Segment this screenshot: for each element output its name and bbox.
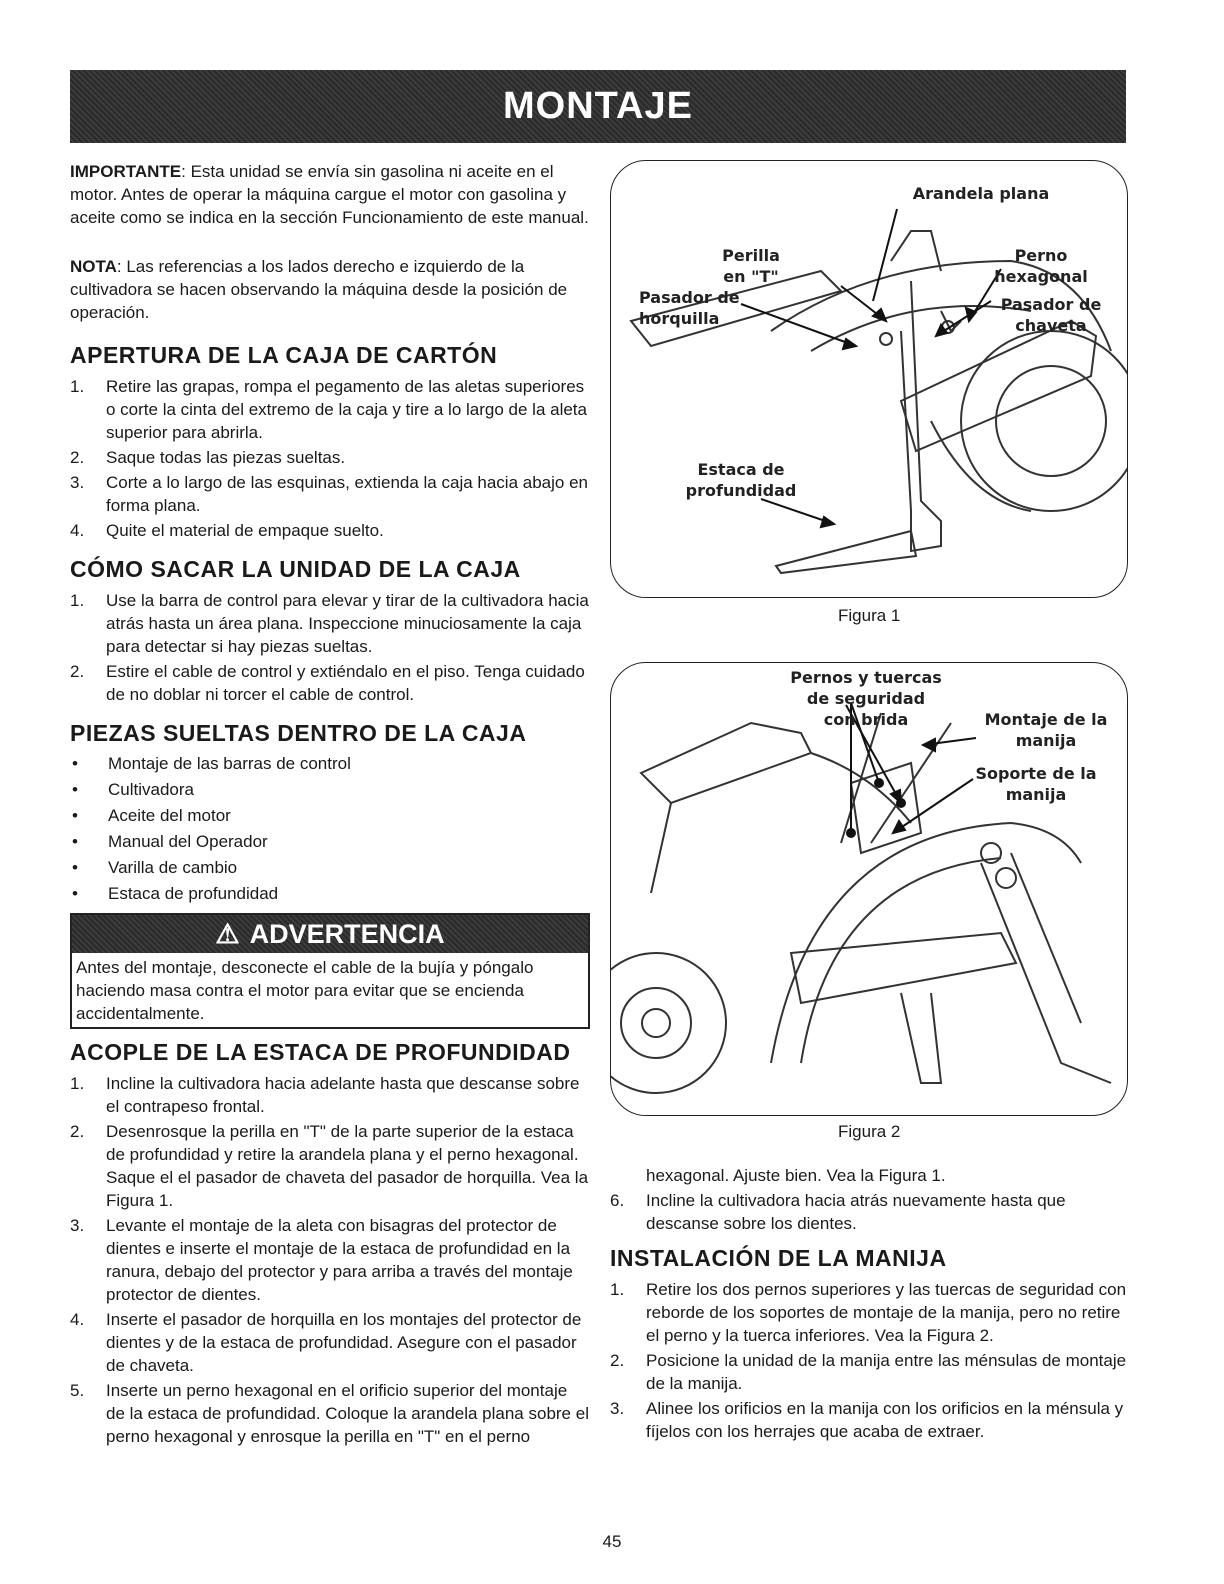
item-number: 5. — [70, 1381, 85, 1400]
label-perno-hexagonal: Perno hexagonal — [994, 246, 1088, 286]
section-title: MONTAJE — [503, 85, 693, 127]
apertura-heading: APERTURA DE LA CAJA DE CARTÓN — [70, 342, 498, 368]
item-number: 3. — [70, 473, 85, 492]
item-text: Alinee los orificios en la manija con los orificios en la ménsula y fíjelos con los herrajes que acaba de extraer. — [646, 1399, 1124, 1441]
item-number: 1. — [70, 591, 85, 610]
item-text: Posicione la unidad de la manija entre las ménsulas de montaje de la manija. — [646, 1351, 1127, 1393]
label-pasador-de-chaveta: Pasador de chaveta — [1000, 295, 1102, 335]
item-text: Estaca de profundidad — [108, 884, 279, 903]
label-montaje-de-la-manija: Montaje de la manija — [984, 710, 1108, 750]
item-text: Retire los dos pernos superiores y las tuercas de seguridad con reborde de los soportes de montaje de la manija, pero no retire el perno y la tuerca inferiores. Vea la Figura 2. — [646, 1280, 1127, 1345]
list-item — [70, 777, 590, 803]
bullet: • — [72, 884, 78, 903]
list-item — [70, 829, 590, 855]
item-number: 4. — [70, 521, 85, 540]
item-text: Saque todas las piezas sueltas. — [106, 448, 346, 467]
item-number: 1. — [70, 1074, 85, 1093]
item-number: 1. — [610, 1280, 625, 1299]
acople-heading: ACOPLE DE LA ESTACA DE PROFUNDIDAD — [70, 1039, 571, 1065]
sacar-heading: CÓMO SACAR LA UNIDAD DE LA CAJA — [70, 556, 521, 582]
item-text: Estire el cable de control y extiéndalo en el piso. Tenga cuidado de no doblar ni torcer el cable de control. — [106, 662, 585, 704]
acople-list-continued — [610, 1189, 1130, 1235]
left-column — [70, 160, 590, 1450]
item-number: 2. — [70, 1122, 85, 1141]
warning-header — [72, 915, 588, 953]
list-item — [70, 803, 590, 829]
item-text: Inserte el pasador de horquilla en los montajes del protector de dientes y de la estaca de profundidad. Asegure con el pasador de chaveta. — [106, 1310, 582, 1375]
bullet: • — [72, 858, 78, 877]
item-text: Montaje de las barras de control — [108, 754, 351, 773]
label-perilla-en-t: Perilla en "T" — [722, 246, 780, 286]
item-number: 1. — [70, 377, 85, 396]
label-pernos-y-tuercas: Pernos y tuercas de seguridad con brida — [790, 668, 942, 729]
item-text: Incline la cultivadora hacia adelante hasta que descanse sobre el contrapeso frontal. — [106, 1074, 580, 1116]
manija-list — [610, 1278, 1130, 1443]
list-item — [70, 1120, 590, 1212]
item-text: Use la barra de control para elevar y tirar de la cultivadora hacia atrás hasta un área plana. Inspeccione minuciosamente la caja para detectar si hay piezas sueltas. — [106, 591, 589, 656]
list-item — [610, 1189, 1130, 1235]
sacar-list — [70, 589, 590, 706]
nota-text: : Las referencias a los lados derecho e izquierdo de la cultivadora se hacen observando la máquina desde la posición de operación. — [70, 257, 568, 322]
figure-1-caption: Figura 1 — [838, 606, 901, 625]
item-text: Levante el montaje de la aleta con bisagras del protector de dientes e inserte el montaje de la estaca de profundidad en la ranura, debajo del protector y para arriba a través del montaje protector de dientes. — [106, 1216, 573, 1304]
list-item — [610, 1278, 1130, 1347]
right-column-text — [610, 1164, 1130, 1445]
item-number: 2. — [610, 1351, 625, 1370]
item-text: Retire las grapas, rompa el pegamento de las aletas superiores o corte la cinta del extremo de la caja y tire a lo largo de la aleta superior para abrirla. — [106, 377, 587, 442]
list-item — [70, 751, 590, 777]
label-estaca-de-profundidad: Estaca de profundidad — [685, 460, 797, 500]
warning-triangle-icon: ⚠ — [215, 918, 240, 949]
list-item — [70, 471, 590, 517]
list-item — [610, 1397, 1130, 1443]
page-number: 45 — [602, 1532, 622, 1551]
list-item — [70, 881, 590, 907]
nota-paragraph — [70, 255, 590, 324]
apertura-list — [70, 375, 590, 542]
list-item — [70, 1379, 590, 1448]
item-text: Varilla de cambio — [108, 858, 238, 877]
figure-2 — [610, 662, 1128, 1116]
bullet: • — [72, 754, 78, 773]
piezas-list — [70, 751, 590, 907]
label-pasador-de-horquilla: Pasador de horquilla — [639, 288, 740, 328]
item-text: Inserte un perno hexagonal en el orificio superior del montaje de la estaca de profundidad. Coloque la arandela plana sobre el perno hexagonal y enrosque la perilla en "T" en el perno — [106, 1381, 589, 1446]
label-soporte-de-la-manija: Soporte de la manija — [975, 764, 1097, 804]
section-banner — [70, 70, 1126, 143]
importante-label: IMPORTANTE — [70, 162, 182, 181]
item-number: 2. — [70, 448, 85, 467]
item-text: Cultivadora — [108, 780, 194, 799]
item-text: Corte a lo largo de las esquinas, extienda la caja hacia abajo en forma plana. — [106, 473, 588, 515]
item-number: 3. — [70, 1216, 85, 1235]
item-text: Manual del Operador — [108, 832, 268, 851]
bullet: • — [72, 832, 78, 851]
warning-text: Antes del montaje, desconecte el cable de la bujía y póngalo haciendo masa contra el motor para evitar que se encienda accidentalmente. — [76, 958, 534, 1023]
list-item — [70, 1214, 590, 1306]
bullet: • — [72, 806, 78, 825]
list-item — [70, 375, 590, 444]
list-item — [70, 1072, 590, 1118]
list-item — [70, 446, 590, 469]
importante-paragraph — [70, 160, 590, 229]
list-item — [610, 1349, 1130, 1395]
warning-box — [70, 913, 590, 1029]
importante-text: : Esta unidad se envía sin gasolina ni aceite en el motor. Antes de operar la máquina cargue el motor con gasolina y aceite como se indica en la sección Funcionamiento de este manual. — [70, 162, 589, 227]
piezas-heading: PIEZAS SUELTAS DENTRO DE LA CAJA — [70, 720, 527, 746]
item-number: 2. — [70, 662, 85, 681]
list-item — [70, 660, 590, 706]
acople-list — [70, 1072, 590, 1448]
item-text: Incline la cultivadora hacia atrás nuevamente hasta que descanse sobre los dientes. — [646, 1191, 1066, 1233]
warning-title: ADVERTENCIA — [249, 918, 445, 949]
bullet: • — [72, 780, 78, 799]
item-number: 4. — [70, 1310, 85, 1329]
label-arandela-plana: Arandela plana — [912, 184, 1050, 203]
item-text: Quite el material de empaque suelto. — [106, 521, 384, 540]
tiller-depth-stake-illustration — [611, 161, 1127, 597]
figure-2-caption: Figura 2 — [838, 1122, 901, 1141]
manija-heading: INSTALACIÓN DE LA MANIJA — [610, 1245, 947, 1271]
list-item — [70, 1308, 590, 1377]
item-text: Aceite del motor — [108, 806, 231, 825]
acople-continued-text: hexagonal. Ajuste bien. Vea la Figura 1. — [646, 1166, 946, 1185]
list-item — [70, 519, 590, 542]
list-item — [70, 589, 590, 658]
item-number: 3. — [610, 1399, 625, 1418]
figure-1 — [610, 160, 1128, 598]
nota-label: NOTA — [70, 257, 117, 276]
item-text: Desenrosque la perilla en "T" de la parte superior de la estaca de profundidad y retire la arandela plana y el perno hexagonal. Saque el el pasador de chaveta del pasador de horquilla. Vea la Figura 1. — [106, 1122, 589, 1210]
list-item — [70, 855, 590, 881]
item-number: 6. — [610, 1191, 625, 1210]
